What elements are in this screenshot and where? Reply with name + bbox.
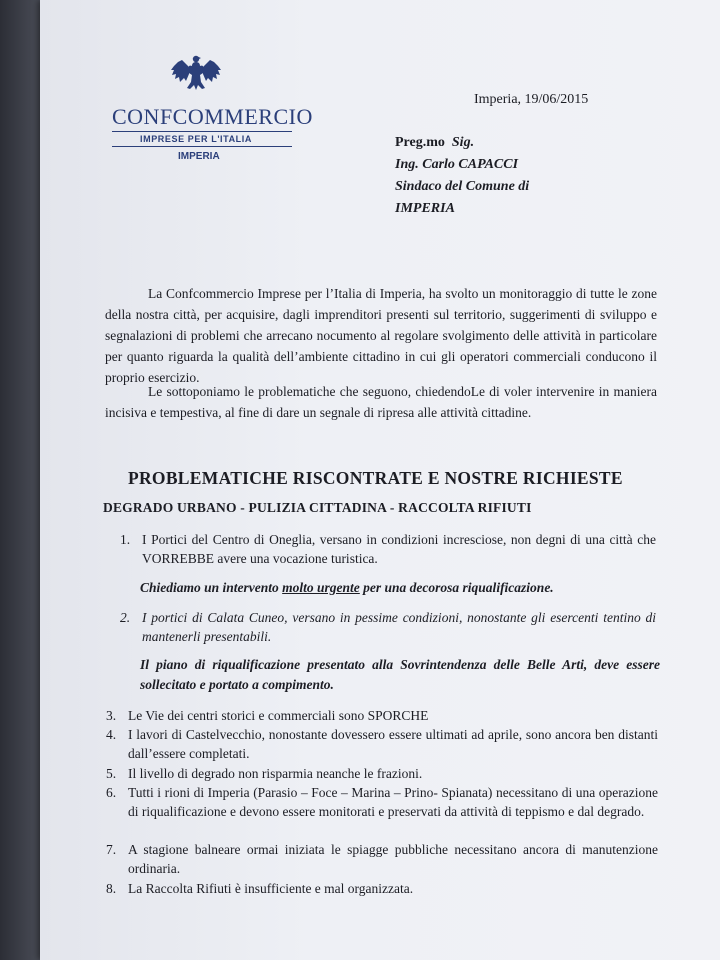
item-text: La Raccolta Rifiuti è insufficiente e mal organizzata. (128, 881, 414, 896)
section-subheading: DEGRADO URBANO - PULIZIA CITTADINA - RACCOLTA RIFIUTI (103, 500, 532, 515)
request-urgent-emphasis: molto urgente (282, 580, 360, 595)
brand-name: CONFCOMMERCIO (112, 104, 313, 129)
request-plan: Il piano di riqualificazione presentato alla Sovrintendenza delle Belle Arti, deve essere sollecitato e portato a compimento. (140, 657, 660, 692)
item-number: 1. (120, 532, 131, 547)
list-item (106, 840, 660, 880)
item-number: 4. (106, 727, 117, 742)
item-number: 5. (106, 766, 117, 781)
item-number: 2. (120, 610, 131, 625)
item-text: A stagione balneare ormai iniziata le spiagge pubbliche necessitano ancora di manutenzione ordinaria. (128, 842, 658, 876)
list-item (106, 764, 660, 784)
letter-page (40, 0, 720, 960)
request-urgent (140, 578, 660, 598)
brand-city: IMPERIA (178, 151, 220, 162)
letterhead (112, 52, 313, 162)
item-text: I portici di Calata Cuneo, versano in pessime condizioni, nonostante gli esercenti tentino di mantenerli presentabili. (142, 610, 656, 644)
item-text: Le Vie dei centri storici e commerciali sono SPORCHE (128, 708, 429, 723)
item-text: Tutti i rioni di Imperia (Parasio – Foce – Marina – Prino- Spianata) necessitano di una operazione di riqualificazione e devono essere monitorati e preservati da attività di teppismo e dal degrado. (128, 785, 658, 819)
list-item (106, 706, 660, 726)
recipient-salutation (395, 132, 529, 154)
letter-date: Imperia, 19/06/2015 (474, 92, 589, 107)
recipient-role: Sindaco del Comune di (395, 179, 530, 194)
brand-divider-2 (112, 146, 292, 147)
recipient-city: IMPERIA (395, 201, 455, 216)
desk-background (0, 0, 40, 960)
recipient-title: Preg.mo (395, 135, 445, 150)
list-item (120, 608, 660, 648)
item-number: 6. (106, 785, 117, 800)
list-item (120, 530, 660, 570)
recipient-name: Ing. Carlo CAPACCI (395, 157, 519, 172)
list-item (106, 879, 660, 899)
request-urgent-end: per una decorosa riqualificazione. (359, 580, 554, 595)
brand-divider (112, 131, 292, 132)
recipient-block (395, 132, 529, 220)
list-item (106, 725, 660, 765)
brand-tagline: IMPRESE PER L'ITALIA (140, 134, 252, 144)
item-number: 7. (106, 842, 117, 857)
intro-paragraph: La Confcommercio Imprese per l’Italia di Imperia, ha svolto un monitoraggio di tutte le zone della nostra città, per acquisire, dagli imprenditori presenti sul territorio, suggerimenti di sviluppo e segnalazioni di problemi che arrecano nocumento al regolare svolgimento delle attività in particolare per quanto riguarda la qualità dell’ambiente cittadino in cui gli operatori commerciali conducono il proprio esercizio. (105, 286, 657, 385)
recipient-sig: Sig. (451, 135, 475, 150)
item-text: I lavori di Castelvecchio, nonostante dovessero essere ultimati ad aprile, sono ancora ben distanti dall’essere completati. (128, 727, 658, 761)
list-item (106, 783, 660, 841)
section-heading: PROBLEMATICHE RISCONTRATE E NOSTRE RICHIESTE (128, 468, 623, 488)
item-text: I Portici del Centro di Oneglia, versano in condizioni incresciose, non degni di una città che VORREBBE avere una vocazione turistica. (142, 532, 656, 566)
eagle-logo-icon (168, 52, 224, 98)
item-number: 8. (106, 881, 117, 896)
request-urgent-start: Chiediamo un intervento (140, 580, 283, 595)
item-text: Il livello di degrado non risparmia neanche le frazioni. (128, 766, 423, 781)
request-paragraph: Le sottoponiamo le problematiche che seguono, chiedendoLe di voler intervenire in maniera incisiva e tempestiva, al fine di dare un segnale di ripresa alle attività cittadine. (105, 384, 657, 420)
item-number: 3. (106, 708, 117, 723)
